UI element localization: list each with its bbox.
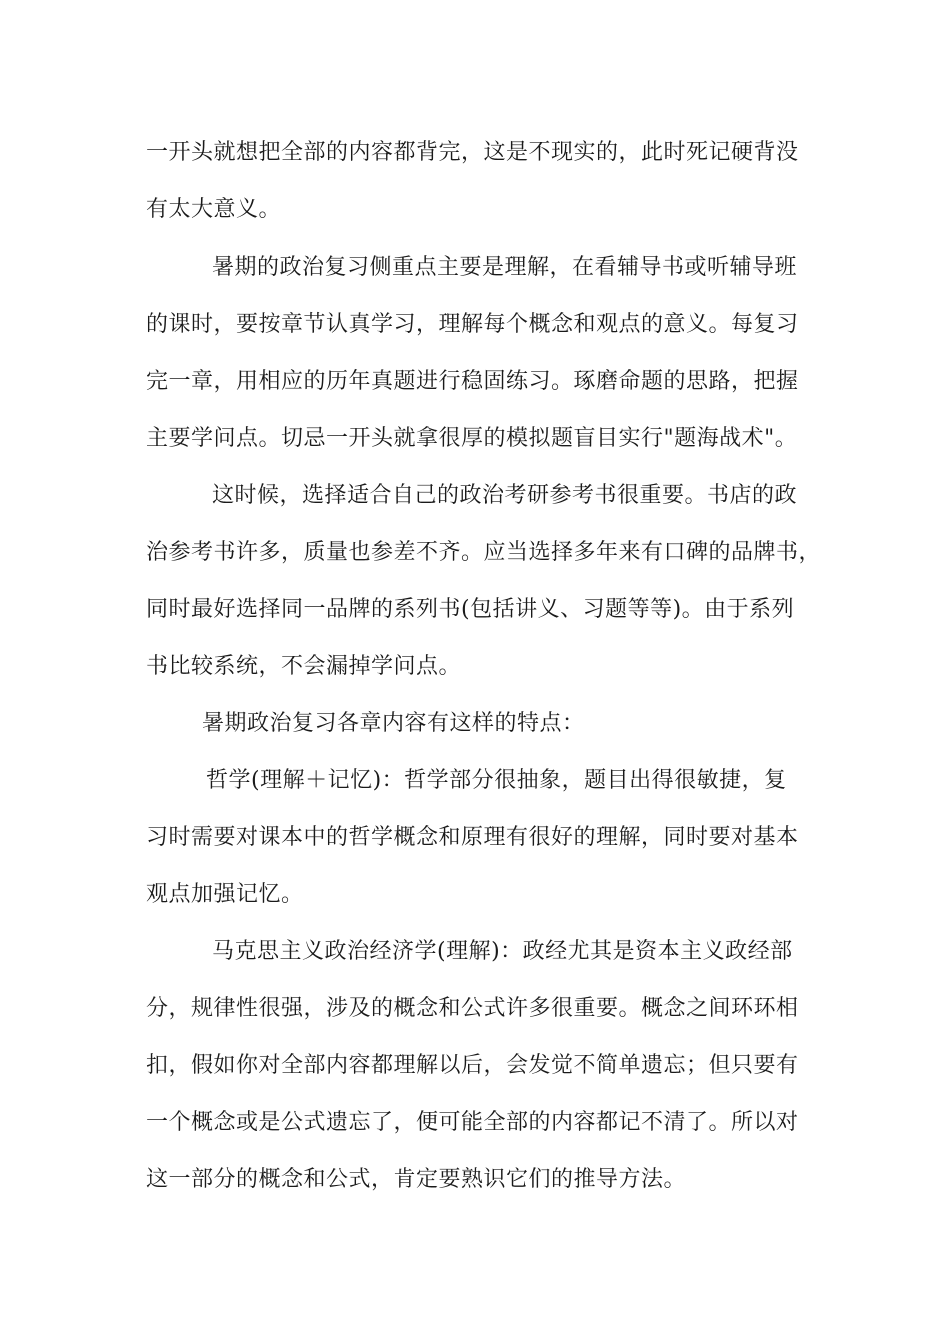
paragraph-6 [146,923,808,1208]
paragraph-line: 扣，假如你对全部内容都理解以后，会发觉不简单遗忘；但只要有 [146,1053,799,1078]
paragraph-line: 分，规律性很强，涉及的概念和公式许多很重要。概念之间环环相 [146,996,799,1021]
paragraph-3 [146,467,822,695]
paragraph-line: 一开头就想把全部的内容都背完，这是不现实的，此时死记硬背没 [146,140,799,165]
paragraph-line: 马克思主义政治经济学(理解)：政经尤其是资本主义政经部 [212,939,793,964]
paragraph-line: 有太大意义。 [146,197,282,222]
paragraph-line: 完一章，用相应的历年真题进行稳固练习。琢磨命题的思路，把握 [146,369,799,394]
paragraph-line: 治参考书许多，质量也参差不齐。应当选择多年来有口碑的品牌书， [146,540,822,565]
paragraph-line: 观点加强记忆。 [146,882,304,907]
paragraph-2 [146,239,808,467]
paragraph-line: 这时候，选择适合自己的政治考研参考书很重要。书店的政 [212,483,798,508]
paragraph-line: 这一部分的概念和公式，肯定要熟识它们的推导方法。 [146,1167,687,1192]
paragraph-line: 主要学问点。切忌一开头就拿很厚的模拟题盲目实行"题海战术"。 [146,426,798,451]
paragraph-line: 同时最好选择同一品牌的系列书(包括讲义、习题等等)。由于系列 [146,597,795,622]
paragraph-4 [146,695,808,752]
paragraph-1 [146,124,808,238]
paragraph-line: 习时需要对课本中的哲学概念和原理有很好的理解，同时要对基本 [146,825,799,850]
paragraph-line: 的课时，要按章节认真学习，理解每个概念和观点的意义。每复习 [146,312,799,337]
paragraph-line: 暑期政治复习各章内容有这样的特点： [202,711,585,736]
paragraph-line: 哲学(理解＋记忆)：哲学部分很抽象，题目出得很敏捷，复 [206,768,787,793]
paragraph-line: 一个概念或是公式遗忘了，便可能全部的内容都记不清了。所以对 [146,1110,799,1135]
paragraph-line: 书比较系统，不会漏掉学问点。 [146,654,462,679]
paragraph-5 [146,752,808,923]
paragraph-line: 暑期的政治复习侧重点主要是理解，在看辅导书或听辅导班 [212,255,798,280]
